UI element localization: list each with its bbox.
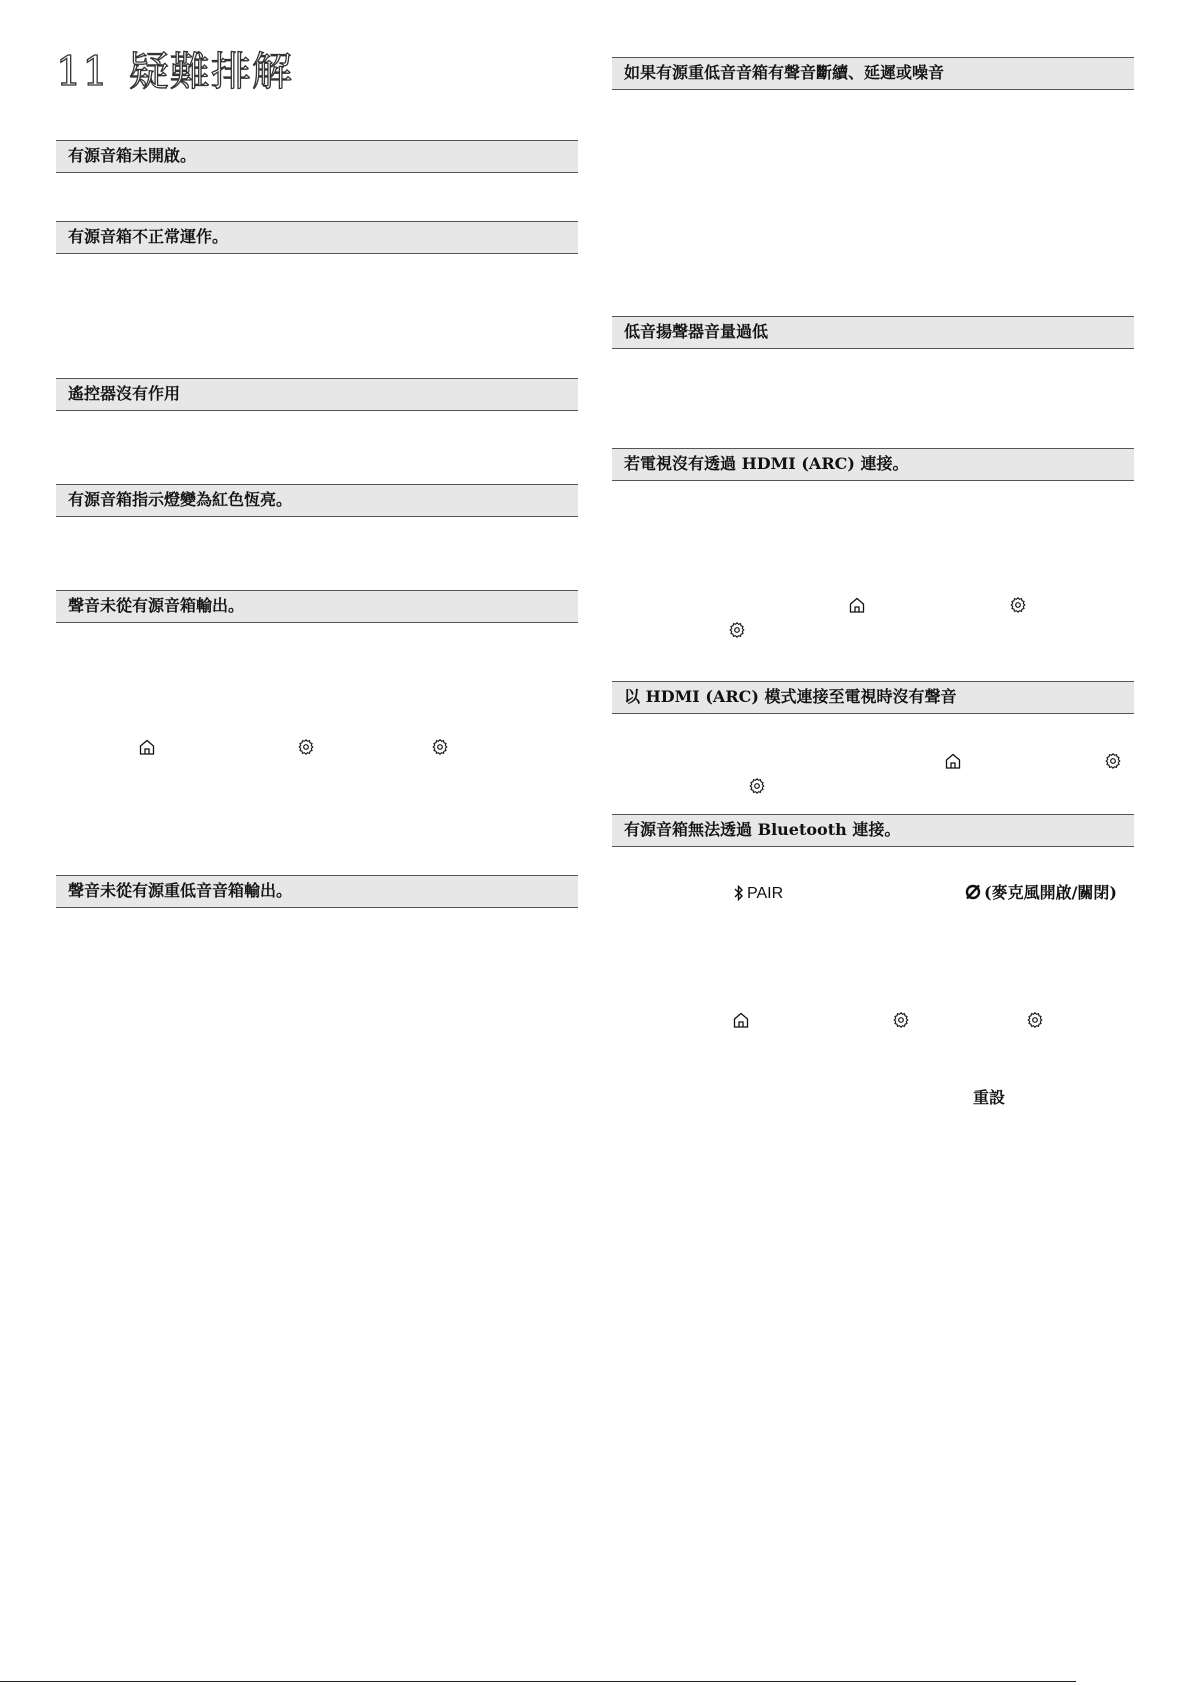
section-heading-bluetooth-fail: 有源音箱無法透過 Bluetooth 連接。 [612,814,1134,847]
section-heading-no-sound-speaker: 聲音未從有源音箱輸出。 [56,590,578,623]
settings-gear-icon [728,621,746,639]
settings-gear-icon [892,1011,910,1029]
settings-gear-icon [1009,596,1027,614]
settings-gear-icon [1104,752,1122,770]
home-icon [848,596,866,614]
settings-gear-icon [297,738,315,756]
section-heading-speaker-not-on: 有源音箱未開啟。 [56,140,578,173]
home-icon [138,738,156,756]
reset-label: 重設 [973,1088,1006,1107]
section-heading-woofer-low-volume: 低音揚聲器音量過低 [612,316,1134,349]
home-icon [732,1011,750,1029]
pair-label: PAIR [747,885,784,902]
settings-gear-icon [1026,1011,1044,1029]
chapter-number: 11 [56,49,109,95]
page-title [56,48,293,96]
section-heading-red-indicator: 有源音箱指示燈變為紅色恆亮。 [56,484,578,517]
chapter-title: 疑難排解 [128,49,293,95]
settings-gear-icon [431,738,449,756]
mic-off-icon [964,883,982,901]
section-heading-remote-not-working: 遙控器沒有作用 [56,378,578,411]
section-heading-tv-not-hdmi-arc: 若電視沒有透過 HDMI (ARC) 連接。 [612,448,1134,481]
bluetooth-icon [733,884,745,902]
section-heading-speaker-malfunction: 有源音箱不正常運作。 [56,221,578,254]
settings-gear-icon [748,777,766,795]
home-icon [944,752,962,770]
footer-rule [0,1681,1076,1682]
section-heading-no-sound-subwoofer: 聲音未從有源重低音音箱輸出。 [56,875,578,908]
section-heading-hdmi-arc-no-sound: 以 HDMI (ARC) 模式連接至電視時沒有聲音 [612,681,1134,714]
mic-toggle-label: (麥克風開啟/關閉) [984,883,1117,902]
section-heading-subwoofer-noise: 如果有源重低音音箱有聲音斷續、延遲或噪音 [612,57,1134,90]
